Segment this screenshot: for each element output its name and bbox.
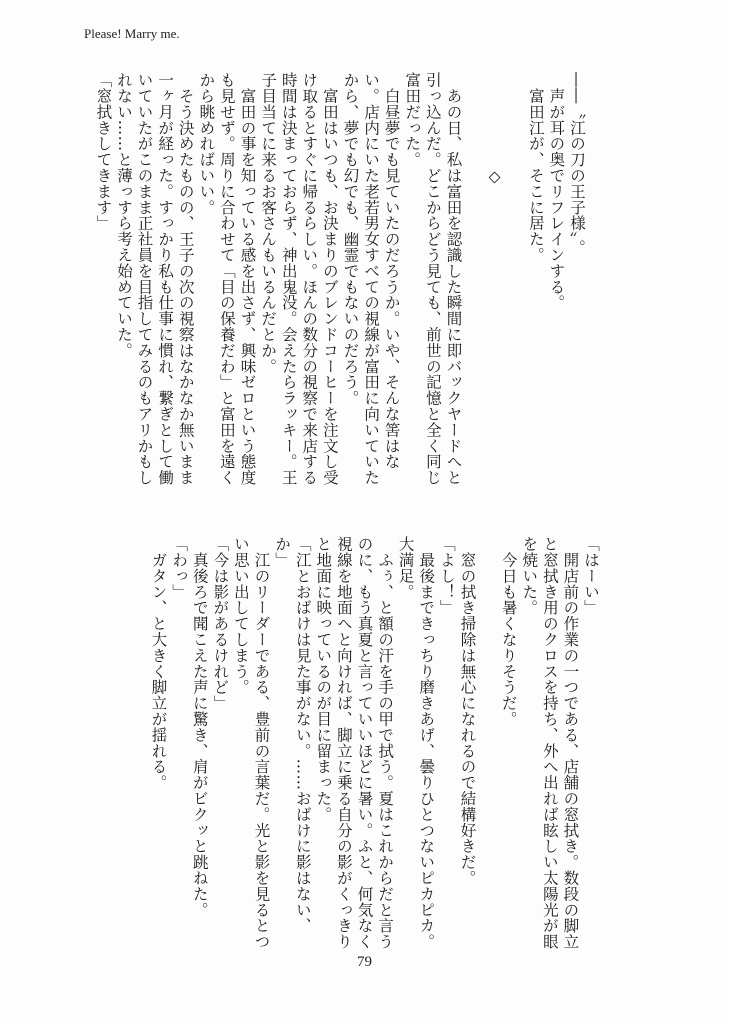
- text-line: 一ヶ月が経った。すっかり私も仕事に慣れ、繋ぎとして働: [156, 72, 175, 486]
- text-line: い。店内にいた老若男女すべての視線が富田に向いていた: [362, 72, 381, 486]
- text-line: け取るとすぐに帰るらしい。ほんの数分の視察で来店する: [300, 72, 319, 486]
- top-text-block: [93, 72, 587, 522]
- text-line: 時間は決まっておらず、神出鬼没。会えたらラッキー。王: [279, 72, 298, 486]
- text-line: 引っ込んだ。どこからどう見ても、前世の記憶と全く同じ: [423, 72, 442, 486]
- text-line: い思い出してしまう。: [231, 536, 250, 695]
- text-line: と窓拭き用のクロスを持ち、外へ出れば眩しい太陽光が眼: [540, 536, 559, 950]
- page-number: 79: [357, 954, 372, 970]
- text-line: から、夢でも幻でも、幽霊でもないのだろう。: [341, 72, 360, 406]
- text-line: か」: [273, 536, 292, 568]
- text-line: 富田の事を知っている感を出さず、興味ゼロという態度: [238, 72, 257, 486]
- text-line: 「よし！」: [437, 536, 456, 616]
- text-line: 開店前の作業の一つである、店舗の窓拭き。数段の脚立: [561, 536, 580, 950]
- text-line: を焼いた。: [520, 536, 539, 616]
- text-line: 今日も暑くなりそうだ。: [499, 536, 518, 727]
- text-line: 子目当てに来るお客さんもいるんだとか。: [259, 72, 278, 375]
- text-line: 富田だった。: [403, 72, 422, 168]
- text-line: 「今は影があるけれど」: [211, 536, 230, 711]
- text-line: れない……と薄っすら考え始めていた。: [114, 72, 133, 359]
- running-header: Please! Marry me.: [84, 26, 180, 41]
- text-line: 「わっ」: [170, 536, 189, 600]
- text-line: ガタン、と大きく脚立が揺れる。: [149, 536, 168, 791]
- text-line: ふぅ、と額の汗を手の甲で拭う。夏はこれからだと言う: [376, 536, 395, 950]
- text-line: から眺めればいい。: [197, 72, 216, 216]
- text-line: あの日、私は富田を認識した瞬間に即バックヤードへと: [444, 72, 463, 486]
- text-line: 真後ろで聞こえた声に驚き、肩がビクッと跳ねた。: [190, 536, 209, 918]
- text-line: 大満足。: [396, 536, 415, 600]
- text-line: 富田はいつも、お決まりのブレンドコーヒーを注文し受: [320, 72, 339, 486]
- text-line: 「はーい」: [582, 536, 600, 616]
- text-line: そう決めたものの、王子の次の視察はなかなか無いまま: [176, 72, 195, 486]
- text-line: 視線を地面へと向ければ、脚立に乗る自分の影がくっきり: [334, 536, 353, 950]
- text-line: 「江とおばけは見た事がない。……おばけに影はない、: [293, 536, 312, 934]
- text-line: いていたがこのまま正社員を目指してみるのもアリかもし: [135, 72, 154, 486]
- text-line: 最後まできっちり磨きあげ、曇りひとつないピカピカ。: [417, 536, 436, 950]
- text-line: [477, 536, 498, 956]
- text-line: のに、もう真夏と言っていいほどに暑い。ふと、何気なく: [355, 536, 374, 950]
- text-line: 白昼夢でも見ていたのだろうか。いや、そんな筈はな: [382, 72, 401, 470]
- text-line: ◇: [485, 72, 504, 186]
- text-line: ――〝江の刀の王子様〟。: [568, 72, 586, 256]
- text-line: 富田江が、そこに居た。: [526, 72, 545, 263]
- text-line: 「窓拭きしてきます」: [94, 72, 113, 231]
- text-line: も見せず。周りに合わせて「目の保養だわ」と富田を遠く: [217, 72, 236, 486]
- text-line: [463, 72, 484, 522]
- text-line: 江のリーダーである、豊前の言葉だ。光と影を見るとつ: [252, 536, 271, 950]
- text-line: 窓の拭き掃除は無心になれるので結構好きだ。: [458, 536, 477, 886]
- bottom-text-block: [148, 536, 601, 956]
- text-line: 声が耳の奥でリフレインする。: [547, 72, 566, 311]
- text-line: と地面に映っているのが目に留まった。: [314, 536, 333, 823]
- text-line: [505, 72, 526, 522]
